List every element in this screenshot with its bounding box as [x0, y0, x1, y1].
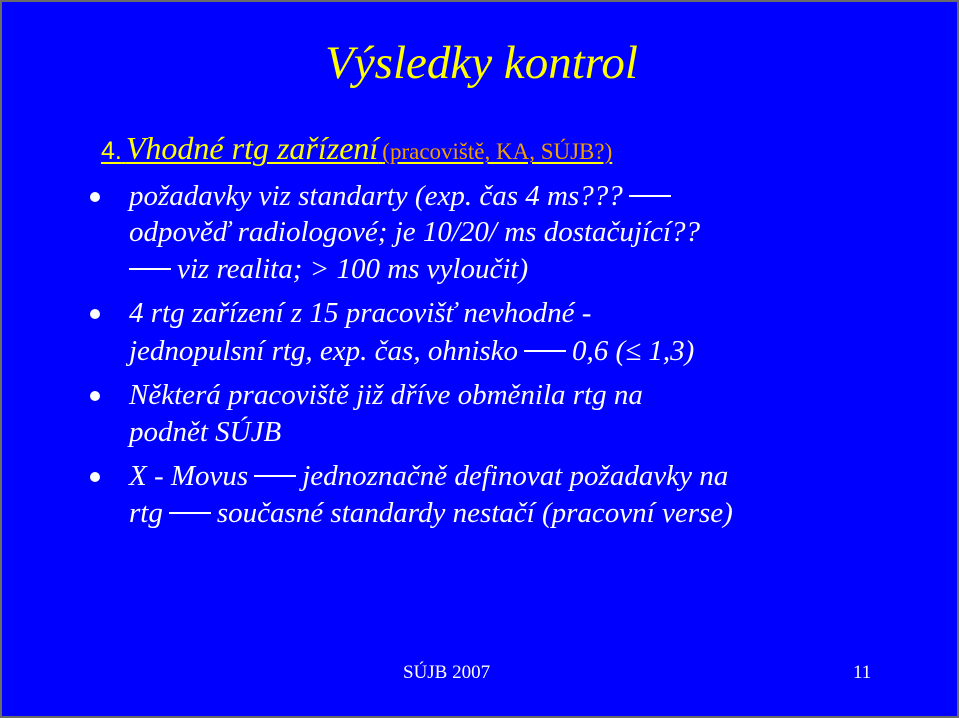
bullet-4-text-4: současné standardy nestačí (pracovní verse) [216, 497, 733, 529]
bullet-4-line-1 [129, 460, 728, 492]
bullet-4-text-2: jednoznačně definovat požadavky na [302, 460, 729, 492]
dash-separator [629, 195, 671, 197]
bullet-3-line-1: Některá pracoviště již dříve obměnila rtg na [129, 379, 643, 411]
slide-number: 11 [853, 662, 872, 683]
footer-source: SÚJB 2007 [403, 662, 491, 683]
slide-title: Výsledky kontrol [325, 37, 638, 89]
dash-separator [129, 268, 171, 270]
bullet-dot [90, 192, 100, 202]
bullet-1-line-2: odpověď radiologové; je 10/20/ ms dostačující?? [129, 216, 700, 248]
section-label: Vhodné rtg zařízení [125, 130, 379, 166]
bullet-4-text-1: X - Movus [129, 460, 249, 492]
bullet-3-line-2: podnět SÚJB [129, 416, 282, 448]
dash-separator [169, 512, 211, 514]
bullet-2-text-2: jednopulsní rtg, exp. čas, ohnisko [129, 335, 519, 367]
bullet-1-line-1 [129, 180, 677, 212]
bullet-dot [90, 472, 100, 482]
dash-separator [254, 475, 296, 477]
bullet-1-text-3: viz realita; > 100 ms vyloučit) [177, 253, 529, 285]
bullet-2-line-2 [129, 335, 694, 367]
dash-separator [524, 350, 566, 352]
section-note: (pracoviště, KA, SÚJB?) [382, 139, 613, 164]
bullet-2-line-1: 4 rtg zařízení z 15 pracovišť nevhodné - [129, 297, 592, 329]
bullet-4-line-2 [129, 497, 733, 529]
bullet-dot [90, 391, 100, 401]
bullet-dot [90, 309, 100, 319]
bullet-list [2, 2, 959, 718]
bullet-1-line-3 [129, 253, 528, 285]
section-number: 4. [101, 137, 122, 165]
bullet-2-text-3: 0,6 (≤ 1,3) [572, 335, 695, 367]
bullet-4-text-3: rtg [129, 497, 163, 529]
bullet-1-text-1: požadavky viz standarty (exp. čas 4 ms??? [129, 180, 623, 212]
